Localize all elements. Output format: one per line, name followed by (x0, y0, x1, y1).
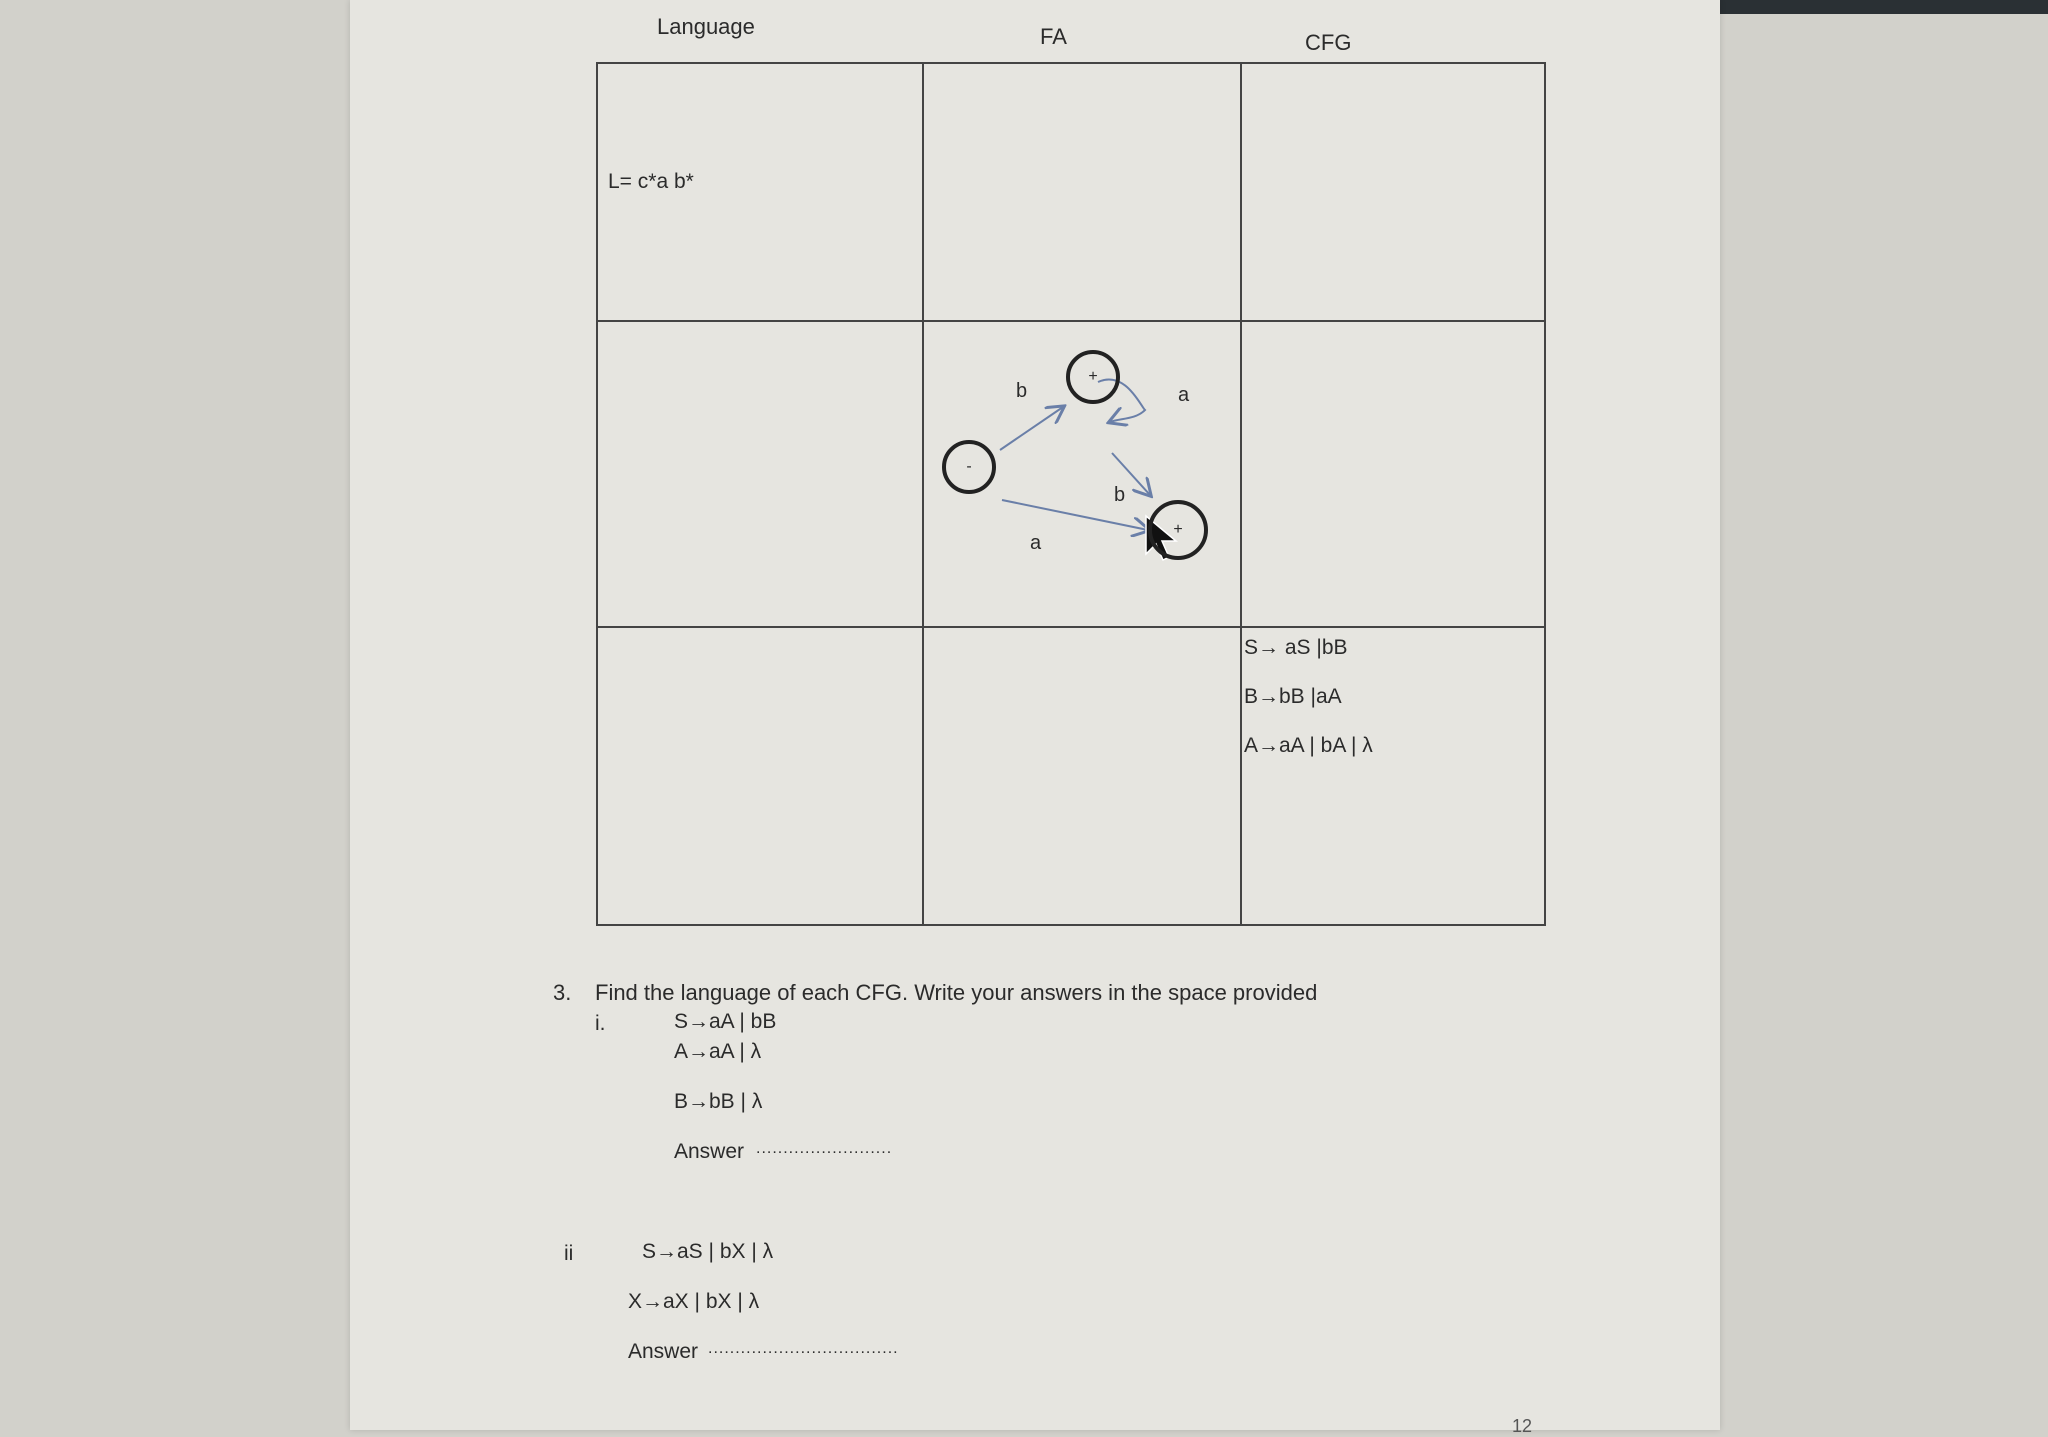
grid-divider (922, 64, 924, 924)
part-i-answer-field[interactable]: ......................... (756, 1140, 893, 1157)
part-i-rule: B→bB | λ (674, 1090, 763, 1113)
label-b-top: b (1016, 380, 1028, 402)
part-i-rule: S→aA | bB (674, 1010, 777, 1033)
label-a-loop: a (1178, 384, 1190, 406)
part-i-answer-label: Answer (674, 1140, 745, 1163)
part-i-label: i. (595, 1012, 606, 1035)
start-state: - (942, 440, 996, 494)
grid-divider (598, 626, 1544, 628)
transition-b-to-top (1000, 407, 1063, 450)
label-b-diag: b (1114, 484, 1126, 506)
part-i-rule: A→aA | λ (674, 1040, 762, 1063)
grid-divider (1240, 64, 1242, 924)
row1-language-cell: L= c*a b* (608, 170, 694, 193)
header-cfg: CFG (1305, 30, 1352, 55)
cfg-rule: B→bB |aA (1244, 685, 1342, 708)
final-state-top: + (1066, 350, 1120, 404)
transition-a-bottom (1002, 500, 1148, 530)
cfg-rule: S→ aS |bB (1244, 636, 1348, 659)
part-ii-label: ii (564, 1242, 574, 1265)
header-fa: FA (1040, 24, 1067, 49)
final-state-bottom: + (1148, 500, 1208, 560)
part-ii-answer-label: Answer (628, 1340, 699, 1363)
part-ii-rule: X→aX | bX | λ (628, 1290, 760, 1313)
cfg-rule: A→aA | bA | λ (1244, 734, 1373, 757)
question-number: 3. (553, 980, 572, 1005)
label-a-bottom: a (1030, 532, 1042, 554)
header-language: Language (657, 14, 755, 39)
part-ii-rule: S→aS | bX | λ (642, 1240, 774, 1263)
grid-divider (598, 320, 1544, 322)
question-title: Find the language of each CFG. Write your answers in the space provided (595, 980, 1318, 1005)
page-number: 12 (1512, 1416, 1533, 1436)
part-ii-answer-field[interactable]: ................................... (708, 1340, 899, 1357)
fa-diagram (930, 340, 1230, 590)
